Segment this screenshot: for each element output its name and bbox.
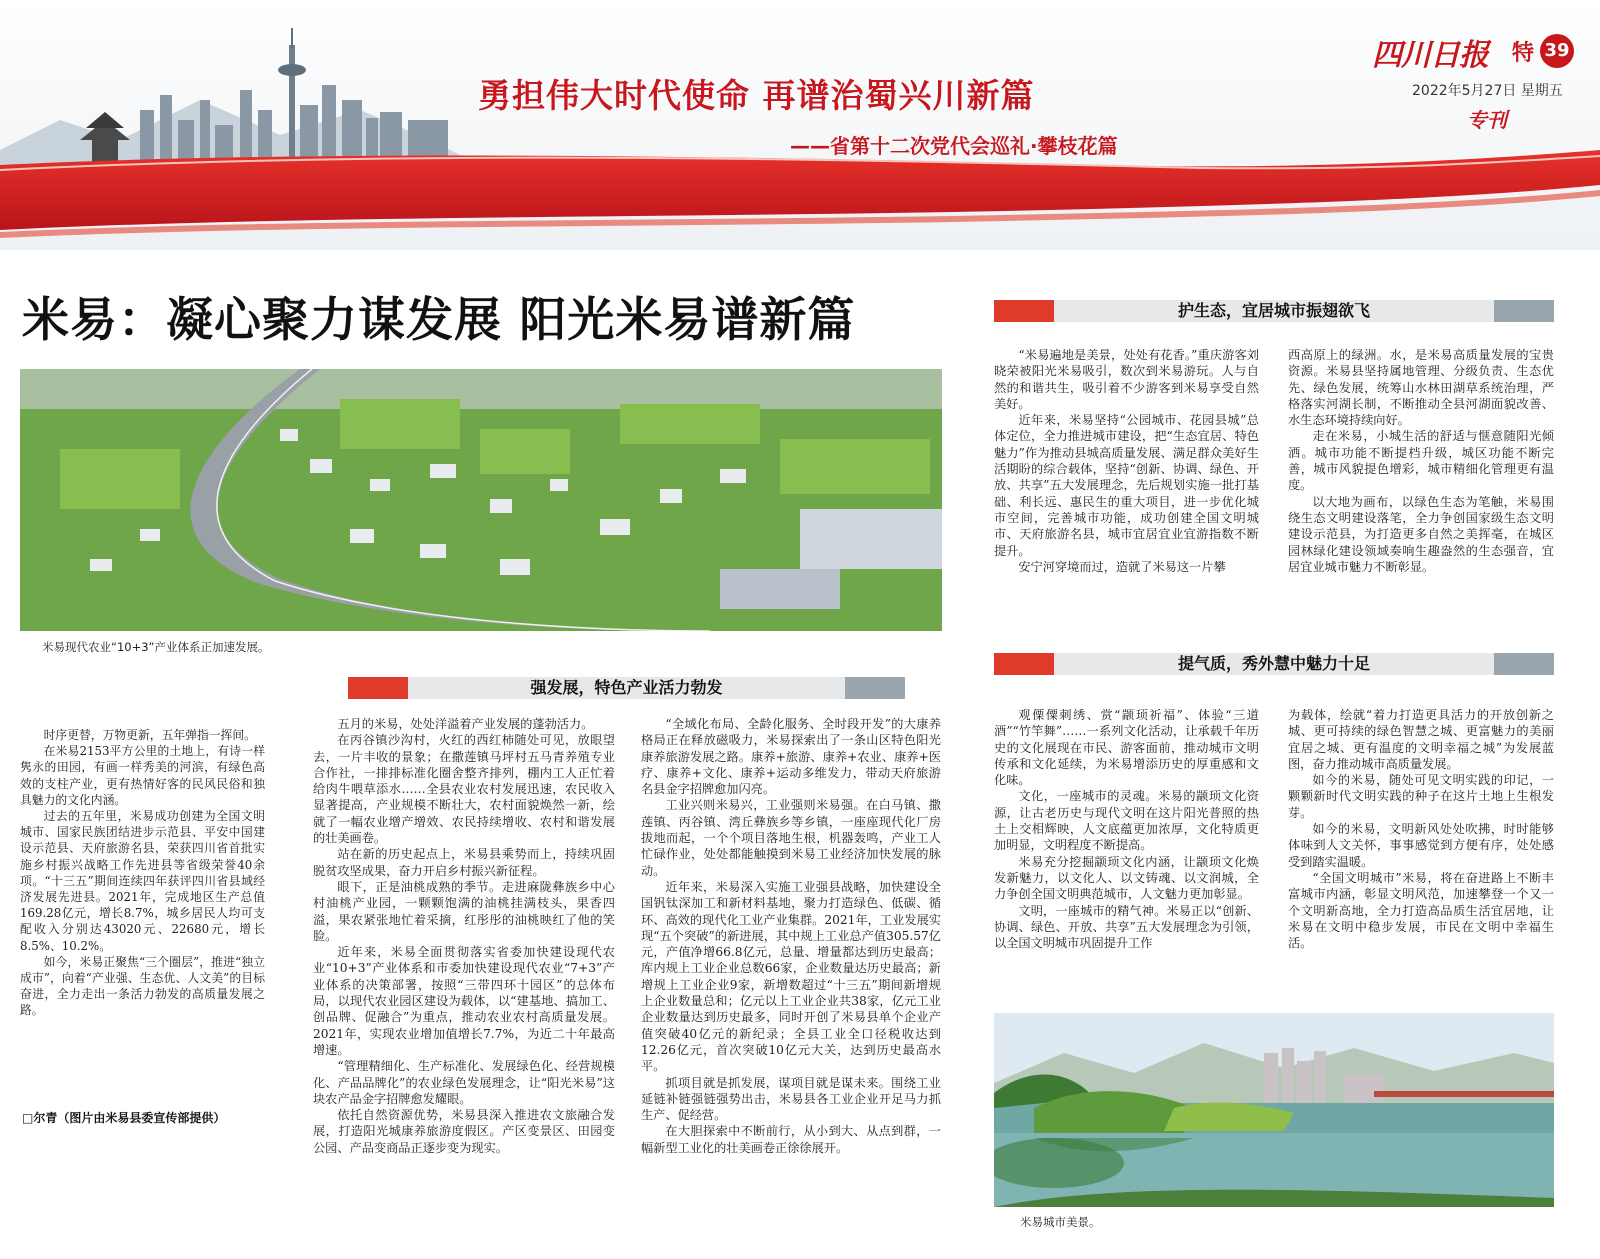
- paragraph: 米易充分挖掘颛顼文化内涵，让颛顼文化焕发新魅力，以文化人、以文铸魂、以文润城，全力争创全国文明典范城市，人文魅力更加彰显。: [994, 854, 1259, 902]
- paragraph: 近年来，米易全面贯彻落实省委加快建设现代农业“10+3”产业体系和市委加快建设现代农业“7+3”产业体系的决策部署，按照“三带四环十园区”的总体布局，以现代农业园区建设为载体，以“建基地、搞加工、创品牌、促融合”为重点，推动农业农村高质量发展。2021年，实现农业增加值增长7.7%，为近二十年最高增速。: [313, 945, 615, 1057]
- special-edition-mark: 特: [1512, 41, 1535, 66]
- banner-headline: 勇担伟大时代使命 再谱治蜀兴川新篇: [478, 76, 1035, 115]
- city-lake-photo: [994, 1013, 1554, 1207]
- culture-column-2: [1288, 707, 1554, 951]
- paragraph: 如今的米易，随处可见文明实践的印记，一颗颗新时代文明实践的种子在这片土地上生根发芽。: [1288, 773, 1554, 820]
- industry-column-2: [641, 716, 941, 1156]
- intro-column: [20, 727, 265, 1019]
- ecology-column-1: [994, 347, 1259, 575]
- paragraph: 抓项目就是抓发展，谋项目就是谋未来。围绕工业延链补链强链强势出击，米易县各工业企业开足马力抓生产、促经营。: [641, 1075, 941, 1123]
- paragraph: 近年来，米易深入实施工业强县战略，加快建设全国钒钛深加工和新材料基地，聚力打造绿色、低碳、循环、高效的现代化工业产业集群。2021年，工业发展实现“五个突破”的新进展，其中规上工业总产值305.57亿元，产值净增66.8亿元，总量、增量都达到历史最高；库内规上工业企业总数66家，企业数量达历史最高；新增规上工业企业9家，新增数超过“十三五”期间新增规上企业数量总和；亿元以上工业企业共38家，亿元工业企业数量达到历史最多，同时开创了米易县单个企业产值突破40亿元的新纪录；全县工业全口径税收达到12.26亿元，首次突破10亿元大关，达到历史最高水平。: [641, 879, 941, 1074]
- paragraph: “米易遍地是美景，处处有花香。”重庆游客刘晓荣被阳光米易吸引，数次到米易游玩。人与自然的和谐共生，吸引着不少游客到米易享受自然美好。: [994, 348, 1259, 411]
- culture-column-1: [994, 707, 1259, 951]
- industry-column-1: [313, 716, 615, 1156]
- section-title: 强发展，特色产业活力勃发: [530, 678, 723, 697]
- paragraph: 如今，米易正聚焦“三个圈层”，推进“独立成市”，向着“产业强、生态优、人文美”的目标奋进，全力走出一条活力勃发的高质量发展之路。: [20, 954, 265, 1018]
- edition-label: 专刊: [1467, 108, 1507, 132]
- paragraph: 依托自然资源优势，米易县深入推进农文旅融合发展，打造阳光城康养旅游度假区。产区变景区、田园变公园、产品变商品正逐步变为现实。: [313, 1108, 615, 1155]
- paragraph: 在丙谷镇沙沟村，火红的西红柿随处可见，放眼望去，一片丰收的景象；在撒莲镇马坪村五马青养殖专业合作社，一排排标准化圈舍整齐排列，棚内工人正忙着给肉牛喂草添水……全县农业农村发展迅速，农民收入显著提高，产业规模不断壮大，农村面貌焕然一新，绘就了一幅农业增产增效、农民持续增收、农村和谐发展的壮美画卷。: [313, 733, 615, 846]
- paragraph: 时序更替，万物更新，五年弹指一挥间。: [43, 728, 256, 742]
- paragraph: 站在新的历史起点上，米易县乘势而上，持续巩固脱贫攻坚成果，奋力开启乡村振兴新征程。: [313, 847, 615, 878]
- paragraph: 五月的米易，处处洋溢着产业发展的蓬勃活力。: [337, 717, 594, 731]
- paragraph: 文化，一座城市的灵魂。米易的颛顼文化资源，让古老历史与现代文明在这片阳光普照的热土上交相辉映，人文底蕴更加浓厚，文化特质更加明显，文明程度不断提高。: [994, 789, 1259, 853]
- paragraph: “管理精细化、生产标准化、发展绿色化、经营规模化、产品品牌化”的农业绿色发展理念，让“阳光米易”这块农产品金字招牌愈发耀眼。: [313, 1059, 615, 1106]
- byline: □尔青（图片由米易县委宣传部提供）: [22, 1111, 226, 1125]
- skyline-illustration: [0, 0, 1600, 250]
- paragraph: 观傈僳刺绣、赏“颛顼祈福”、体验“三道酒”“竹竿舞”……一系列文化活动，让承载千年历史的文化展现在市民、游客面前，推动城市文明传承和文化延续，为米易增添历史的厚重感和文化味。: [994, 708, 1259, 788]
- paragraph: 如今的米易，文明新风处处吹拂，时时能够体味到人文关怀，事事感觉到方便有序，处处感受到踏实温暖。: [1288, 822, 1554, 869]
- paragraph: 以大地为画布，以绿色生态为笔触，米易围绕生态文明建设落笔，全力争创国家级生态文明建设示范县，为打造更多自然之美挥毫，在城区园林绿化建设领域奏响生趣盎然的生态强音，宜居宜业城市魅力不断彰显。: [1288, 494, 1554, 574]
- paragraph: 文明，一座城市的精气神。米易正以“创新、协调、绿色、开放、共享”五大发展理念为引领，以全国文明城市巩固提升工作: [994, 903, 1259, 951]
- section-title: 提气质，秀外慧中魅力十足: [1177, 654, 1370, 673]
- aerial-farmland-photo: [20, 369, 942, 631]
- section-head-ecology: [994, 300, 1554, 322]
- banner-subheadline: ——省第十二次党代会巡礼·攀枝花篇: [790, 134, 1118, 158]
- paragraph: 安宁河穿境而过，造就了米易这一片攀: [1018, 559, 1226, 574]
- paragraph: 在大胆探索中不断前行，从小到大、从点到群，一幅新型工业化的壮美画卷正徐徐展开。: [641, 1124, 941, 1155]
- paragraph: 近年来，米易坚持“公园城市、花园县城”总体定位，全力推进城市建设，把“生态宜居、特色魅力”作为推动县城高质量发展、满足群众美好生活期盼的综合载体，坚持“创新、协调、绿色、开放、共享”五大发展理念，先后规划实施一批打基础、利长远、惠民生的重大项目，进一步优化城市空间，完善城市功能，成功创建全国文明城市、天府旅游名县，城市宜居宜业宜游指数不断提升。: [994, 413, 1259, 558]
- photo2-caption: 米易城市美景。: [1020, 1215, 1101, 1229]
- ecology-column-2: [1288, 347, 1554, 575]
- paragraph: 西高原上的绿洲。水，是米易高质量发展的宝贵资源。米易县坚持属地管理、分级负责、生态优先、绿色发展，统筹山水林田湖草系统治理，严格落实河湖长制，不断推动全县河湖面貌改善、水生态环境持续向好。: [1288, 348, 1554, 428]
- paragraph: 眼下，正是油桃成熟的季节。走进麻陇彝族乡中心村油桃产业园，一颗颗饱满的油桃挂满枝头，果香四溢，果农紧张地忙着采摘，红彤彤的油桃映红了他的笑脸。: [313, 879, 615, 943]
- paragraph: 工业兴则米易兴，工业强则米易强。在白马镇、撒莲镇、丙谷镇、湾丘彝族乡等乡镇，一座座现代化厂房拔地而起，一个个项目落地生根，机器轰鸣，产业工人忙碌作业，处处都能触摸到米易工业经济加快发展的脉动。: [641, 798, 941, 878]
- page-number-badge: 39: [1540, 34, 1574, 68]
- paragraph: 为载体，绘就“着力打造更具活力的开放创新之城、更可持续的绿色智慧之城、更富魅力的美丽宜居之城、更有温度的文明幸福之城”为发展蓝图，奋力推动城市高质量发展。: [1288, 708, 1554, 771]
- issue-date: 2022年5月27日 星期五: [1412, 83, 1563, 99]
- paragraph: “全域化布局、全龄化服务、全时段开发”的大康养格局正在释放磁吸力，米易探索出了一条山区特色阳光康养旅游发展之路。康养+旅游、康养+农业、康养+医疗、康养+文化、康养+运动多维发力，带动天府旅游名县金字招牌愈加闪亮。: [641, 717, 941, 797]
- newspaper-masthead: 四川日报: [1372, 38, 1488, 73]
- section-head-culture: [994, 653, 1554, 675]
- paragraph: “全国文明城市”米易，将在奋进路上不断丰富城市内涵，彰显文明风范，加速攀登一个又一个文明新高地，全力打造高品质生活宜居地，让米易在文明中稳步发展，市民在文明中幸福生活。: [1288, 870, 1554, 951]
- paragraph: 在米易2153平方公里的土地上，有诗一样隽永的田园，有画一样秀美的河滨，有绿色高效的支柱产业，更有热情好客的民风民俗和独具魅力的文化内涵。: [20, 744, 265, 807]
- masthead-banner: [0, 0, 1600, 250]
- section-title: 护生态，宜居城市振翅欲飞: [1177, 301, 1370, 320]
- section-head-industry: [348, 677, 905, 699]
- article-title: 米易：凝心聚力谋发展 阳光米易谱新篇: [22, 293, 856, 348]
- paragraph: 过去的五年里，米易成功创建为全国文明城市、国家民族团结进步示范县、平安中国建设示范县、天府旅游名县，荣获四川省首批实施乡村振兴战略工作先进县等省级荣誉40余项。“十三五”期间连续四年获评四川省县域经济发展先进县。2021年，完成地区生产总值169.28亿元，增长8.7%，城乡居民人均可支配收入分别达43020元、22680元，增长8.5%、10.2%。: [20, 809, 265, 953]
- paragraph: 走在米易，小城生活的舒适与惬意随阳光倾洒。城市功能不断提档升级，城区功能不断完善，城市风貌提色增彩，城市精细化管理更有温度。: [1288, 429, 1554, 493]
- photo1-caption: 米易现代农业“10+3”产业体系正加速发展。: [42, 640, 270, 654]
